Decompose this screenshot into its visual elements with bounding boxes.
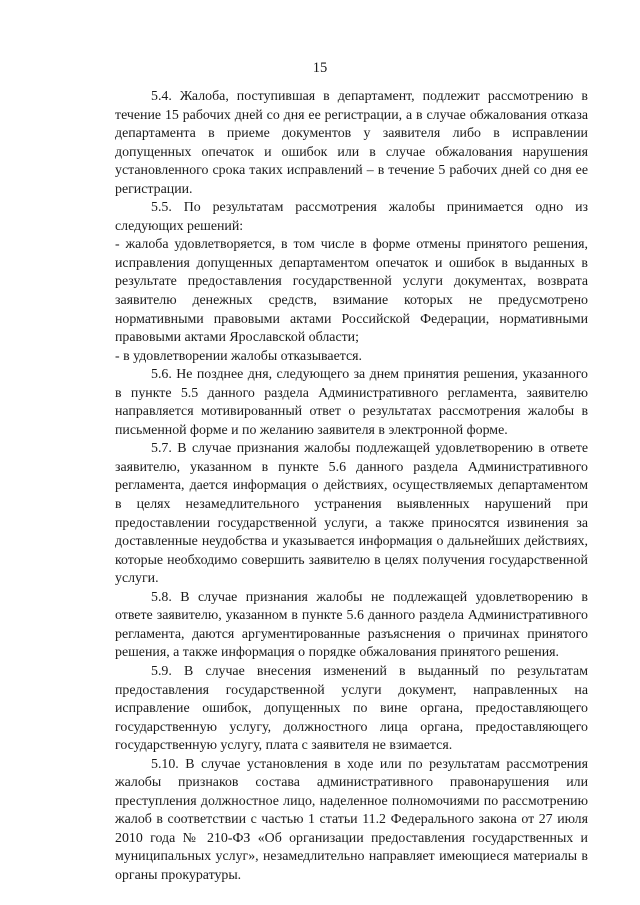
paragraph-5-6: 5.6. Не позднее дня, следующего за днем принятия решения, указанного в пункте 5.5 данного раздела Административного регламента, заявителю направляется мотивированный ответ о результатах рассмотрения жалобы в письменной форме и по желанию заявителя в электронной форме. (115, 367, 588, 438)
document-body (115, 88, 588, 886)
decision-item-refuse: - в удовлетворении жалобы отказывается. (115, 348, 363, 364)
paragraph-5-8: 5.8. В случае признания жалобы не подлежащей удовлетворению в ответе заявителю, указанном в пункте 5.6 данного раздела Административного регламента, даются аргументированные разъяснения о причинах принятого решения, а также информация о порядке обжалования принятого решения. (115, 589, 588, 661)
paragraph-5-4: 5.4. Жалоба, поступившая в департамент, подлежит рассмотрению в течение 15 рабочих дней со дня ее регистрации, а в случае обжалования отказа департамента в приеме документов у заявителя либо в исправлении допущенных опечаток и ошибок или в случае обжалования нарушения установленного срока таких исправлений – в течение 5 рабочих дней со дня ее регистрации. (115, 89, 588, 197)
paragraph-5-10: 5.10. В случае установления в ходе или по результатам рассмотрения жалобы признаков состава административного правонарушения или преступления должностное лицо, наделенное полномочиями по рассмотрению жалоб в соответствии с частью 1 статьи 11.2 Федерального закона от 27 июля 2010 года № 210-ФЗ «Об организации предоставления государственных и муниципальных услуг», незамедлительно направляет имеющиеся материалы в органы прокуратуры. (115, 756, 588, 883)
paragraph-5-7: 5.7. В случае признания жалобы подлежащей удовлетворению в ответе заявителю, указанном в пункте 5.6 данного раздела Административного регламента, дается информация о действиях, осуществляемых департаментом в целях незамедлительного устранения выявленных нарушений при предоставлении государственной услуги, а также приносятся извинения за доставленные неудобства и указывается информация о дальнейших действиях, которые необходимо совершить заявителю в целях получения государственной услуги. (115, 441, 588, 587)
paragraph-5-5: 5.5. По результатам рассмотрения жалобы принимается одно из следующих решений: (115, 200, 588, 234)
page-number: 15 (312, 60, 328, 76)
paragraph-5-9: 5.9. В случае внесения изменений в выданный по результатам предоставления государственной услуги документ, направленных на исправление ошибок, допущенных по вине органа, предоставляющего государственную услугу, должностного лица органа, предоставляющего государственную услугу, плата с заявителя не взимается. (115, 663, 588, 754)
decision-item-satisfy: - жалоба удовлетворяется, в том числе в форме отмены принятого решения, исправления допущенных департаментом опечаток и ошибок в выданных в результате предоставления государственной услуги документах, возврата заявителю денежных средств, взимание которых не предусмотрено нормативными правовыми актами Российской Федерации, нормативными правовыми актами Ярославской области; (115, 237, 588, 346)
